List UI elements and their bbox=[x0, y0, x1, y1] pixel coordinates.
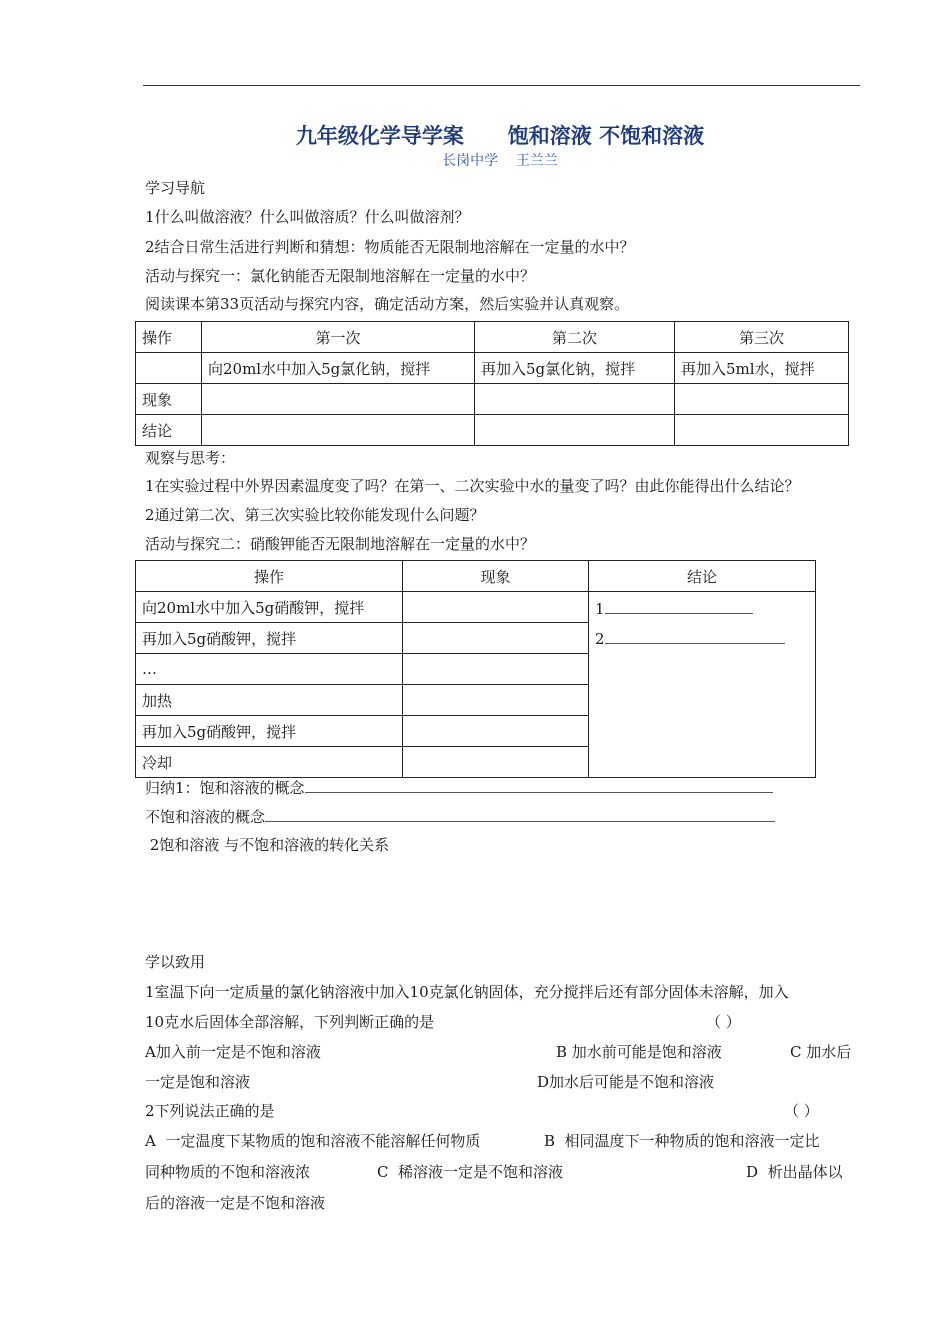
table-cell: 结论 bbox=[136, 415, 202, 446]
table-cell bbox=[675, 415, 849, 446]
question-1-option-d: D加水后可能是不饱和溶液 bbox=[537, 1073, 715, 1091]
table-cell bbox=[202, 415, 475, 446]
guide-question-1: 1什么叫做溶液？什么叫做溶质？什么叫做溶剂？ bbox=[145, 208, 470, 226]
question-2-option-b-continued: 同种物质的不饱和溶液浓 bbox=[145, 1163, 311, 1181]
table-header-row bbox=[136, 322, 849, 353]
conclusion-cell bbox=[589, 592, 816, 778]
summary-line-3: 2饱和溶液 与不饱和溶液的转化关系 bbox=[145, 836, 390, 854]
apply-heading: 学以致用 bbox=[145, 953, 206, 971]
table-cell: 现象 bbox=[136, 384, 202, 415]
question-2-option-d: D 析出晶体以 bbox=[746, 1163, 843, 1181]
table-header-cell: 现象 bbox=[403, 561, 589, 592]
table-header-cell: 第一次 bbox=[202, 322, 475, 353]
table-cell: 加热 bbox=[136, 685, 403, 716]
answer-blank bbox=[605, 599, 753, 614]
question-1-answer-paren: （ ） bbox=[706, 1013, 741, 1031]
page-title: 九年级化学导学案 饱和溶液 不饱和溶液 bbox=[295, 124, 705, 148]
header-rule bbox=[143, 85, 860, 86]
table-cell: 向20ml水中加入5g硝酸钾，搅拌 bbox=[136, 592, 403, 623]
guide-heading: 学习导航 bbox=[145, 179, 206, 197]
summary-line-1: 归纳1：饱和溶液的概念 bbox=[145, 778, 773, 798]
observe-question-1: 1在实验过程中外界因素温度变了吗？在第一、二次实验中水的量变了吗？由此你能得出什么结论？ bbox=[145, 477, 800, 495]
question-1-line-1: 1室温下向一定质量的氯化钠溶液中加入10克氯化钠固体，充分搅拌后还有部分固体未溶解，加入 bbox=[145, 983, 789, 1001]
table-cell: 再加入5g硝酸钾，搅拌 bbox=[136, 716, 403, 747]
table-header-cell: 结论 bbox=[589, 561, 816, 592]
table-cell: 再加入5g氯化钠，搅拌 bbox=[475, 353, 675, 384]
table-header-cell: 第二次 bbox=[475, 322, 675, 353]
nacl-experiment-table bbox=[135, 321, 849, 446]
table-header-cell: 操作 bbox=[136, 561, 403, 592]
table-header-cell: 第三次 bbox=[675, 322, 849, 353]
question-2-option-d-continued: 后的溶液一定是不饱和溶液 bbox=[145, 1194, 326, 1212]
conclusion-line-1: 1 bbox=[595, 594, 809, 624]
table-header-row bbox=[136, 561, 816, 592]
author-line: 长岗中学 王兰兰 bbox=[442, 153, 558, 169]
table-row bbox=[136, 384, 849, 415]
table-cell bbox=[403, 654, 589, 685]
answer-blank bbox=[305, 778, 773, 793]
table-row bbox=[136, 592, 816, 623]
question-1-option-c-continued: 一定是饱和溶液 bbox=[145, 1073, 251, 1091]
table-cell bbox=[403, 716, 589, 747]
table-cell: 冷却 bbox=[136, 747, 403, 778]
table-cell bbox=[403, 685, 589, 716]
table-cell: 再加入5ml水，搅拌 bbox=[675, 353, 849, 384]
answer-blank bbox=[605, 629, 785, 644]
table-cell bbox=[136, 353, 202, 384]
question-2: 2下列说法正确的是 bbox=[145, 1102, 275, 1120]
table-cell bbox=[202, 384, 475, 415]
table-cell bbox=[475, 415, 675, 446]
table-cell: 向20ml水中加入5g氯化钠，搅拌 bbox=[202, 353, 475, 384]
question-1-line-2: 10克水后固体全部溶解，下列判断正确的是 bbox=[145, 1013, 435, 1031]
conclusion-line-2: 2 bbox=[595, 624, 809, 654]
observe-question-2: 2通过第二次、第三次实验比较你能发现什么问题？ bbox=[145, 506, 485, 524]
question-2-option-c: C 稀溶液一定是不饱和溶液 bbox=[377, 1163, 564, 1181]
table-cell bbox=[475, 384, 675, 415]
table-cell bbox=[403, 592, 589, 623]
table-row bbox=[136, 353, 849, 384]
question-2-answer-paren: （ ） bbox=[784, 1102, 819, 1120]
question-1-option-c: C 加水后 bbox=[790, 1043, 852, 1061]
table-cell: 再加入5g硝酸钾，搅拌 bbox=[136, 623, 403, 654]
guide-question-2: 2结合日常生活进行判断和猜想：物质能否无限制地溶解在一定量的水中？ bbox=[145, 238, 635, 256]
answer-blank bbox=[265, 807, 775, 822]
summary-line-2: 不饱和溶液的概念 bbox=[145, 807, 775, 827]
activity1-instruction: 阅读课本第33页活动与探究内容，确定活动方案，然后实验并认真观察。 bbox=[145, 295, 630, 313]
activity2-heading: 活动与探究二：硝酸钾能否无限制地溶解在一定量的水中？ bbox=[145, 535, 536, 553]
question-1-option-b: B 加水前可能是饱和溶液 bbox=[556, 1043, 722, 1061]
question-1-option-a: A加入前一定是不饱和溶液 bbox=[145, 1043, 321, 1061]
table-cell bbox=[403, 623, 589, 654]
question-2-option-a: A 一定温度下某物质的饱和溶液不能溶解任何物质 bbox=[145, 1132, 481, 1150]
table-cell bbox=[675, 384, 849, 415]
question-2-option-b: B 相同温度下一种物质的饱和溶液一定比 bbox=[544, 1132, 820, 1150]
activity1-heading: 活动与探究一：氯化钠能否无限制地溶解在一定量的水中？ bbox=[145, 267, 536, 285]
kno3-experiment-table bbox=[135, 560, 816, 778]
table-cell bbox=[403, 747, 589, 778]
observe-heading: 观察与思考： bbox=[145, 449, 236, 467]
table-cell: … bbox=[136, 654, 403, 685]
table-header-cell: 操作 bbox=[136, 322, 202, 353]
table-row bbox=[136, 415, 849, 446]
